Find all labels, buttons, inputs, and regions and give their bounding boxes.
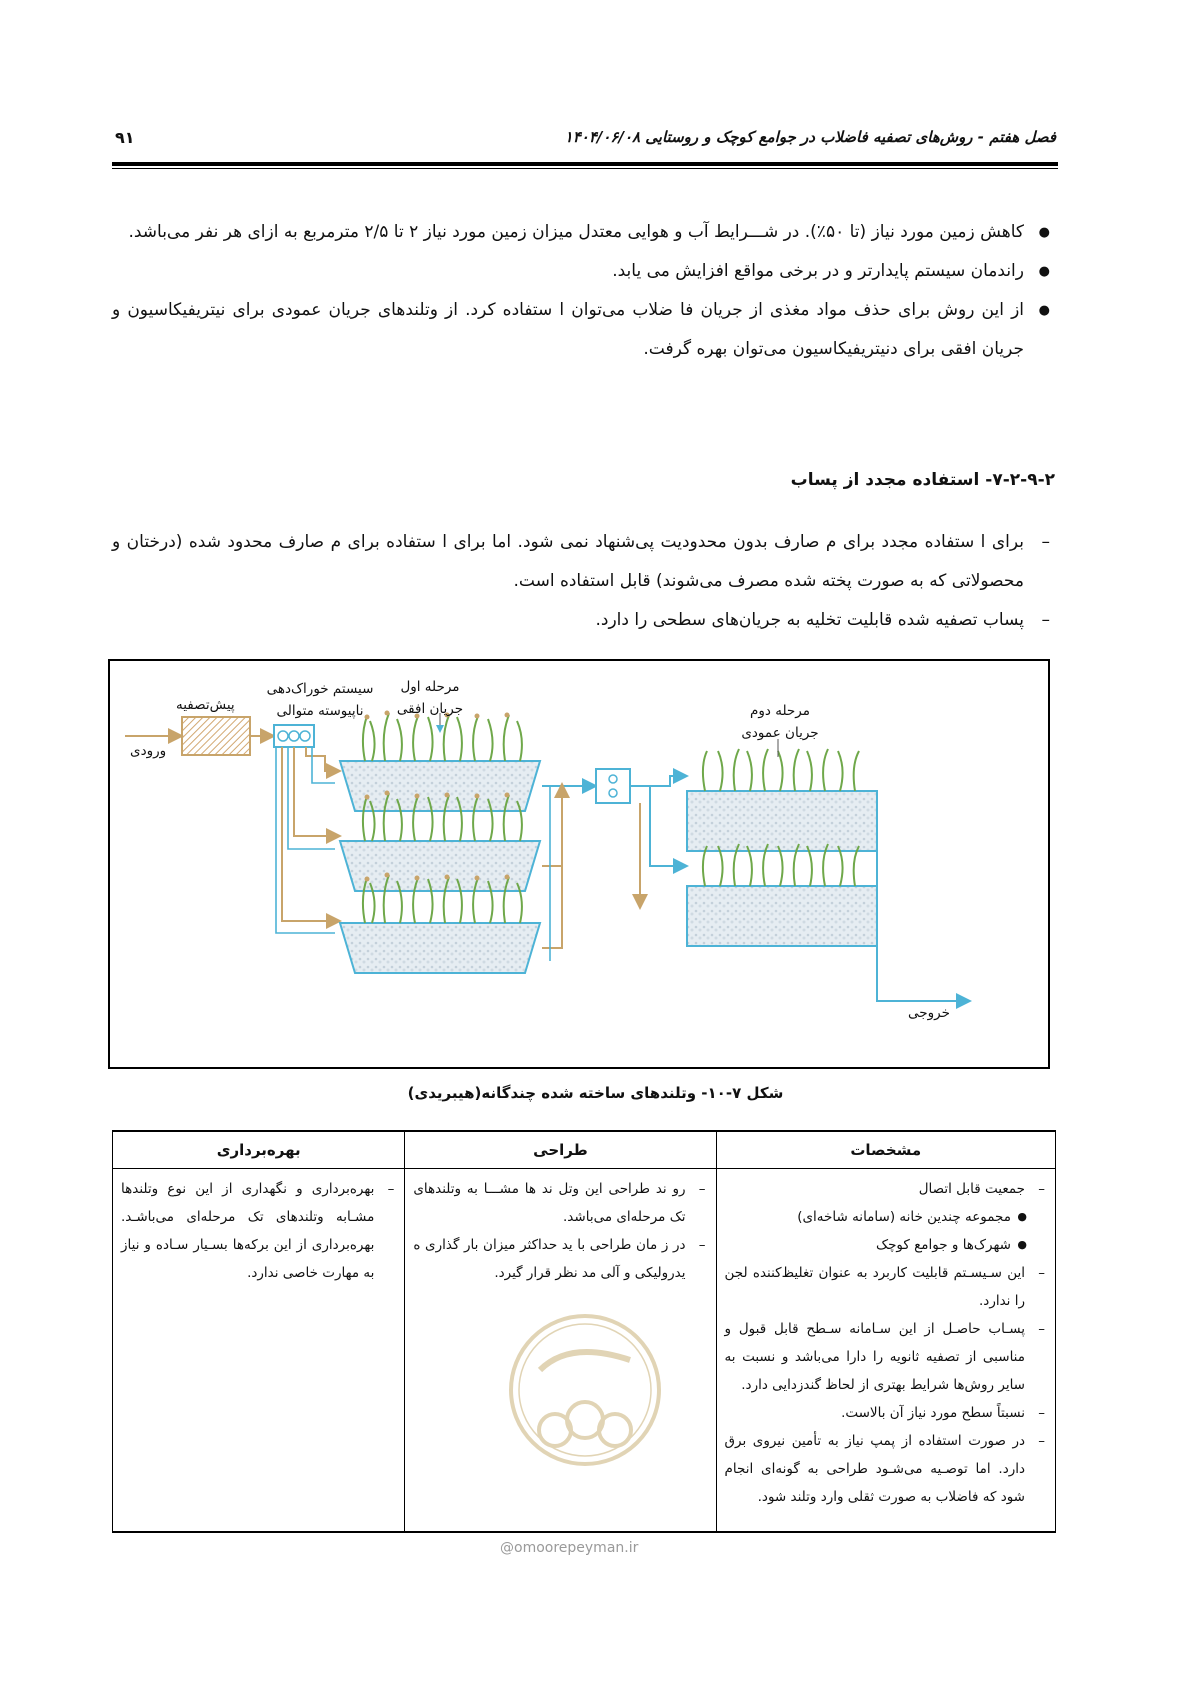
label-outlet: خروجی	[908, 1005, 950, 1021]
list-item: – نسبتاً سطح مورد نیاز آن بالاست.	[725, 1399, 1047, 1427]
vertical-bed-2	[687, 886, 877, 946]
splitter-box	[596, 769, 630, 803]
page-number: ۹۱	[115, 128, 135, 147]
vertical-bed-1	[687, 791, 877, 851]
label-stage2-1: مرحله دوم	[750, 703, 810, 719]
header-rule-thin	[112, 168, 1058, 169]
horizontal-bed-3	[340, 923, 540, 973]
label-stage2-2: جریان عمودی	[741, 725, 819, 741]
label-feed-2: ناپیوسته متوالی	[276, 703, 364, 719]
header-specs: مشخصات	[716, 1131, 1055, 1169]
list-item: – برای ا ستفاده مجدد برای م صارف بدون محدودیت پی‌شنهاد نمی شود. اما برای ا ستفاده برای م صارف محدود شده (درختان و محصولاتی که به صورت پخته شده مصرف می‌شوند) قابل استفاده است.	[112, 523, 1058, 601]
reuse-list	[112, 523, 1058, 640]
label-pretreatment: پیش‌تصفیه	[176, 697, 235, 713]
feeding-system-box	[274, 725, 314, 747]
list-item: – بهره‌برداری و نگهداری از این نوع وتلندها مشـابه وتلندهای تک مرحله‌ای می‌باشـد. بهره‌برداری از این برکه‌ها بسـیار سـاده و نیاز به مهارت خاصی ندارد.	[121, 1175, 396, 1287]
operation-cell	[113, 1169, 405, 1533]
label-feed-1: سیستم خوراک‌دهی	[266, 681, 374, 697]
specs-cell	[716, 1169, 1055, 1533]
list-item: – در صورت استفاده از پمپ نیاز به تأمین نیروی برق دارد. اما توصـیه می‌شـود طراحی به گونه‌ای انجام شود که فاضلاب به صورت ثقلی وارد وتلند شود.	[725, 1427, 1047, 1511]
list-item: – پساب تصفیه شده قابلیت تخلیه به جریان‌های سطحی را دارد.	[112, 601, 1058, 640]
header-rule-thick	[112, 162, 1058, 166]
label-stage1-1: مرحله اول	[400, 679, 460, 695]
list-item: ● از این روش برای حذف مواد مغذی از جریان فا ضلاب می‌توان ا ستفاده کرد. از وتلندهای جریان عمودی برای نیتریفیکاسیون و جریان افقی برای دنیتریفیکاسیون می‌توان بهره گرفت.	[112, 291, 1058, 369]
label-inlet: ورودی	[130, 743, 167, 759]
list-item: ● شهرک‌ها و جوامع کوچک	[725, 1231, 1047, 1259]
list-item: ● راندمان سیستم پایدارتر و در برخی مواقع افزایش می یابد.	[112, 252, 1058, 291]
figure-caption: شکل ۷-۱۰- وتلندهای ساخته شده چندگانه(هیبریدی)	[407, 1084, 784, 1102]
header-design: طراحی	[405, 1131, 716, 1169]
list-item: – این سـیسـتم قابلیت کاربرد به عنوان تغلیظ‌کننده لجن را ندارد.	[725, 1259, 1047, 1315]
list-item: – جمعیت قابل اتصال	[725, 1175, 1047, 1203]
list-item: – پسـاب حاصـل از این سـامانه سـطح قابل قبول و مناسبی از تصفیه ثانویه را دارا می‌باشد و نسبت به سایر روش‌ها شرایط بهتری از لحاظ گندزدایی دارد.	[725, 1315, 1047, 1399]
list-item: – در ز مان طراحی با ید حداکثر میزان بار گذاری ه یدرولیکی و آلی مد نظر قرار گیرد.	[413, 1231, 707, 1287]
list-item: ● مجموعه چندین خانه (سامانه شاخه‌ای)	[725, 1203, 1047, 1231]
advantages-list	[112, 213, 1058, 369]
header-operation: بهره‌برداری	[113, 1131, 405, 1169]
wetland-diagram	[108, 659, 1050, 1069]
section-heading: ۷-۲-۹-۲- استفاده مجدد از پساب	[790, 470, 1055, 490]
label-stage1-2: جریان افقی	[396, 701, 464, 717]
publisher-stamp-logo	[500, 1310, 670, 1520]
chapter-title: فصل هفتم - روش‌های تصفیه فاضلاب در جوامع کوچک و روستایی ۱۴۰۴/۰۶/۰۸	[564, 128, 1056, 146]
list-item: ● کاهش زمین مورد نیاز (تا ۵۰٪). در شـــرایط آب و هوایی معتدل میزان زمین مورد نیاز ۲ تا ۲/۵ مترمربع به ازای هر نفر می‌باشد.	[112, 213, 1058, 252]
watermark-text: @omoorepeyman.ir	[500, 1540, 639, 1556]
pretreatment-box	[182, 717, 250, 755]
list-item: – رو ند طراحی این وتل ند ها مشـــا به وتلندهای تک مرحله‌ای می‌باشد.	[413, 1175, 707, 1231]
